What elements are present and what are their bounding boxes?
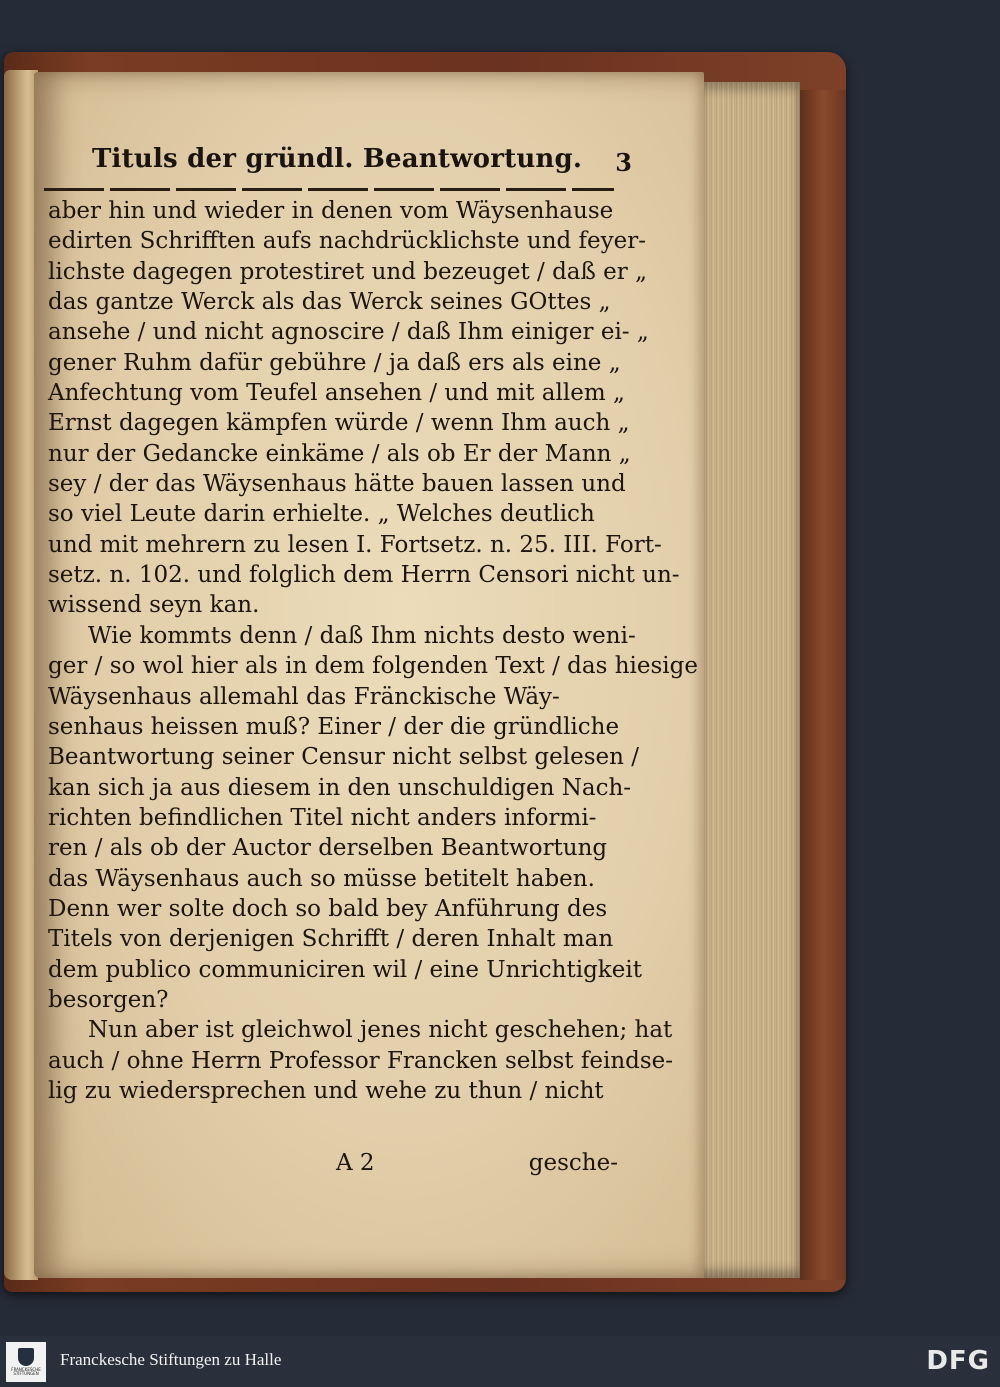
body-text <box>48 196 698 1106</box>
left-page-edge <box>4 70 38 1280</box>
text-line: besorgen? <box>48 986 169 1013</box>
institution-logo[interactable] <box>6 1342 46 1382</box>
page-number: 3 <box>615 148 632 177</box>
text-line: dem publico communiciren wil / eine Unrichtigkeit <box>48 956 642 983</box>
running-head: Tituls der gründl. Beantwortung. <box>92 144 583 174</box>
text-line: und mit mehrern zu lesen I. Fortsetz. n. 25. III. Fort- <box>48 531 662 558</box>
text-line: das gantze Werck als das Werck seines GOttes „ <box>48 289 611 316</box>
page-edges <box>700 82 800 1278</box>
text-line: nur der Gedancke einkäme / als ob Er der Mann „ <box>48 440 631 467</box>
text-line: kan sich ja aus diesem in den unschuldigen Nach- <box>48 774 632 801</box>
text-line: richten befindlichen Titel nicht anders informi- <box>48 804 597 831</box>
text-line: gener Ruhm dafür gebühre / ja daß ers als eine „ <box>48 349 621 376</box>
viewer-footer <box>0 1336 1000 1387</box>
text-line: Nun aber ist gleichwol jenes nicht geschehen; hat <box>88 1017 673 1044</box>
text-line: Beantwortung seiner Censur nicht selbst gelesen / <box>48 744 640 771</box>
institution-name[interactable]: Franckesche Stiftungen zu Halle <box>60 1350 282 1369</box>
text-line: so viel Leute darin erhielte. „ Welches deutlich <box>48 501 595 528</box>
catchword: gesche- <box>528 1150 618 1176</box>
page-header <box>92 144 632 184</box>
text-line: Denn wer solte doch so bald bey Anführung des <box>48 895 608 922</box>
logo-text: FRANCKESCHE STIFTUNGEN <box>11 1367 41 1376</box>
text-line: lig zu wiedersprechen und wehe zu thun / nicht <box>48 1077 604 1104</box>
text-line: Wie kommts denn / daß Ihm nichts desto weni- <box>88 622 636 649</box>
text-line: wissend seyn kan. <box>48 592 260 619</box>
text-line: Titels von derjenigen Schrifft / deren Inhalt man <box>48 926 614 953</box>
text-line: ger / so wol hier als in dem folgenden Text / das hiesige <box>48 653 698 680</box>
signature-mark: A 2 <box>336 1150 375 1176</box>
text-line: ren / als ob der Auctor derselben Beantwortung <box>48 835 608 862</box>
text-line: aber hin und wieder in denen vom Wäysenhause <box>48 198 614 224</box>
text-line: sey / der das Wäysenhaus hätte bauen lassen und <box>48 471 626 498</box>
text-line: auch / ohne Herrn Professor Francken selbst feindse- <box>48 1047 674 1074</box>
text-line: Ernst dagegen kämpfen würde / wenn Ihm auch „ <box>48 410 630 437</box>
text-line: lichste dagegen protestiret und bezeuget / daß er „ <box>48 258 648 285</box>
text-line: edirten Schrifften aufs nachdrücklichste und feyer- <box>48 228 647 255</box>
emblem-icon <box>18 1348 34 1366</box>
dfg-logo[interactable]: DFG <box>926 1346 990 1376</box>
cover-edge <box>800 90 846 1280</box>
text-line: Anfechtung vom Teufel ansehen / und mit allem „ <box>48 380 625 407</box>
text-line: ansehe / und nicht agnoscire / daß Ihm einiger ei- „ <box>48 319 649 346</box>
text-line: senhaus heissen muß? Einer / der die gründliche <box>48 713 620 740</box>
page-footer-line <box>48 1150 618 1184</box>
header-rule <box>44 188 614 191</box>
text-line: Wäysenhaus allemahl das Fränckische Wäy- <box>48 683 560 710</box>
text-line: das Wäysenhaus auch so müsse betitelt haben. <box>48 865 595 892</box>
text-line: setz. n. 102. und folglich dem Herrn Censori nicht un- <box>48 562 680 589</box>
